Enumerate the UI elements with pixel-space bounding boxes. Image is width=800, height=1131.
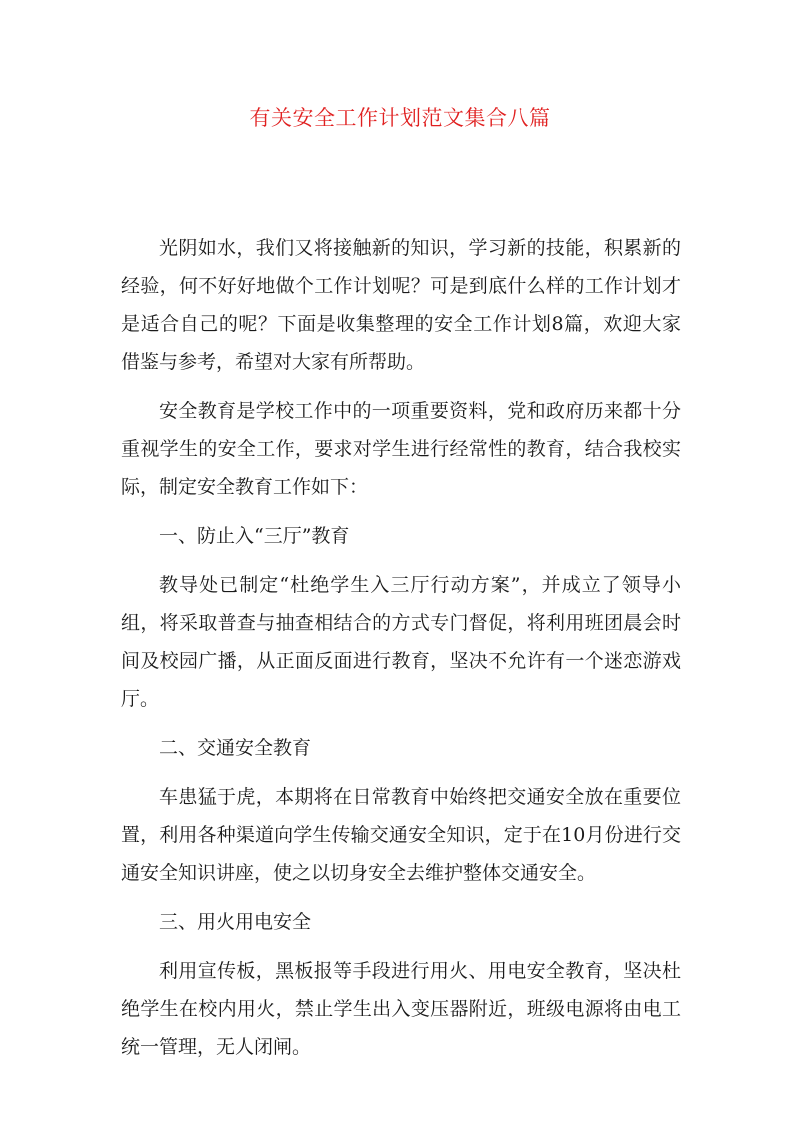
overview-paragraph: 安全教育是学校工作中的一项重要资料，党和政府历来都十分重视学生的安全工作，要求对学生进行经常性的教育，结合我校实际，制定安全教育工作如下： (121, 400, 681, 498)
intro-paragraph: 光阴如水，我们又将接触新的知识，学习新的技能，积累新的经验，何不好好地做个工作计划呢？可是到底什么样的工作计划才是适合自己的呢？下面是收集整理的安全工作计划8篇，欢迎大家借鉴与参考，希望对大家有所帮助。 (121, 237, 681, 373)
section-heading-3: 三、用火用电安全 (159, 911, 312, 933)
section-heading-2: 二、交通安全教育 (159, 737, 312, 759)
document-body (121, 229, 681, 1077)
document-title: 有关安全工作计划范文集合八篇 (249, 106, 551, 130)
section-paragraph-3: 利用宣传板，黑板报等手段进行用火、用电安全教育，坚决杜绝学生在校内用火，禁止学生出入变压器附近，班级电源将由电工统一管理，无人闭闸。 (121, 960, 681, 1058)
section-paragraph-1: 教导处已制定“杜绝学生入三厅行动方案”，并成立了领导小组，将采取普查与抽查相结合的方式专门督促，将利用班团晨会时间及校园广播，从正面反面进行教育，坚决不允许有一个迷恋游戏厅。 (121, 574, 681, 710)
section-heading-1: 一、防止入“三厅”教育 (159, 525, 350, 547)
section-paragraph-2: 车患猛于虎，本期将在日常教育中始终把交通安全放在重要位置，利用各种渠道向学生传输交通安全知识，定于在10月份进行交通安全知识讲座，使之以切身安全去维护整体交通安全。 (121, 786, 681, 884)
